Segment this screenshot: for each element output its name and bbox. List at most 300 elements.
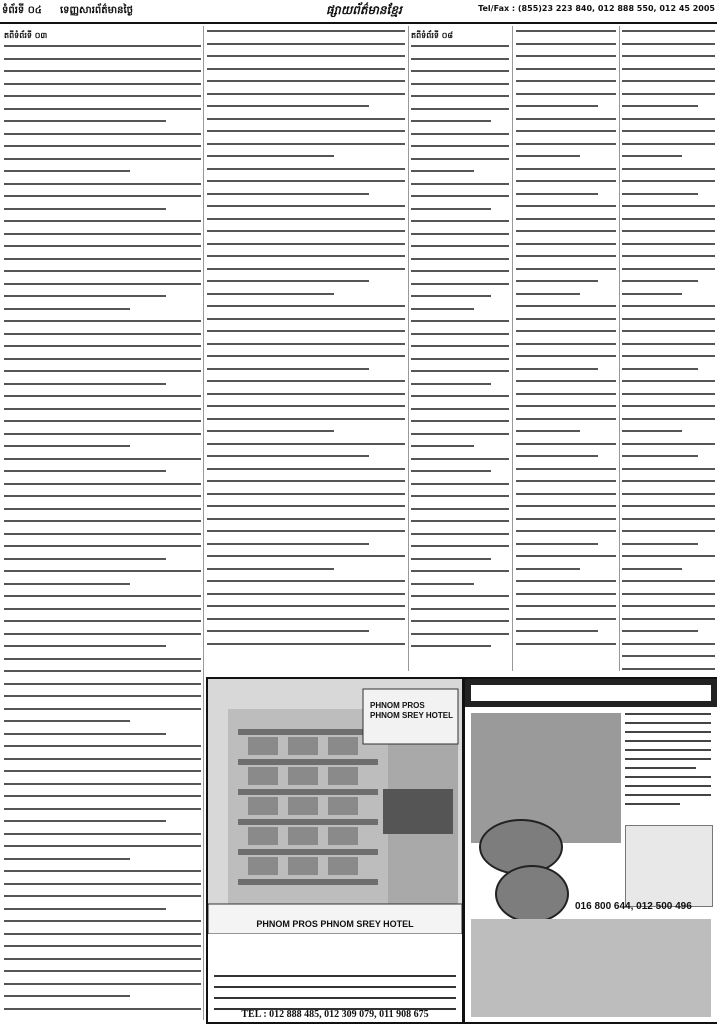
text-line bbox=[622, 630, 698, 632]
text-line bbox=[4, 858, 130, 860]
article-column-2 bbox=[207, 30, 405, 670]
text-line bbox=[622, 105, 698, 107]
text-line bbox=[516, 105, 598, 107]
text-line bbox=[622, 93, 715, 95]
land-photo bbox=[471, 713, 621, 843]
text-line bbox=[207, 305, 405, 307]
text-line bbox=[207, 255, 405, 257]
text-line bbox=[516, 30, 616, 32]
text-line bbox=[622, 155, 682, 157]
text-line bbox=[4, 695, 201, 697]
text-line bbox=[625, 767, 696, 769]
text-line bbox=[622, 605, 715, 607]
text-line bbox=[4, 358, 201, 360]
text-line bbox=[4, 420, 201, 422]
hotel-telephone: TEL : 012 888 485, 012 309 079, 011 908 675 bbox=[241, 1009, 429, 1020]
text-line bbox=[625, 794, 711, 796]
text-line bbox=[516, 293, 580, 295]
text-line bbox=[516, 630, 598, 632]
text-line bbox=[207, 330, 405, 332]
text-line bbox=[622, 268, 715, 270]
text-line bbox=[4, 133, 201, 135]
text-line bbox=[4, 645, 166, 647]
text-line bbox=[4, 533, 201, 535]
article-text-block bbox=[622, 30, 715, 707]
text-line bbox=[4, 608, 201, 610]
text-line bbox=[516, 330, 616, 332]
text-line bbox=[207, 518, 405, 520]
text-line bbox=[207, 155, 334, 157]
text-line bbox=[411, 320, 509, 322]
text-line bbox=[411, 583, 474, 585]
text-line bbox=[207, 268, 405, 270]
text-line bbox=[625, 776, 711, 778]
text-line bbox=[411, 258, 509, 260]
text-line bbox=[207, 193, 369, 195]
text-line bbox=[4, 820, 166, 822]
text-line bbox=[516, 368, 598, 370]
text-line bbox=[207, 618, 405, 620]
text-line bbox=[516, 318, 616, 320]
text-line bbox=[516, 343, 616, 345]
text-line bbox=[625, 740, 711, 742]
text-line bbox=[411, 383, 491, 385]
text-line bbox=[622, 580, 715, 582]
text-line bbox=[516, 605, 616, 607]
text-line bbox=[207, 243, 405, 245]
land-ad-text bbox=[625, 713, 711, 812]
text-line bbox=[622, 593, 715, 595]
text-line bbox=[622, 530, 715, 532]
text-line bbox=[4, 733, 166, 735]
text-line bbox=[516, 280, 598, 282]
text-line bbox=[4, 345, 201, 347]
text-line bbox=[516, 43, 616, 45]
text-line bbox=[411, 283, 509, 285]
text-line bbox=[516, 480, 616, 482]
text-line bbox=[516, 255, 616, 257]
text-line bbox=[4, 983, 201, 985]
hotel-advertisement bbox=[206, 677, 464, 1024]
text-line bbox=[4, 658, 201, 660]
text-line bbox=[4, 220, 201, 222]
text-line bbox=[622, 143, 715, 145]
column-divider bbox=[203, 26, 204, 1020]
text-line bbox=[622, 455, 698, 457]
text-line bbox=[516, 418, 616, 420]
text-line bbox=[4, 120, 166, 122]
text-line bbox=[411, 408, 509, 410]
text-line bbox=[207, 405, 405, 407]
text-line bbox=[4, 595, 201, 597]
text-line bbox=[516, 168, 616, 170]
text-line bbox=[4, 108, 201, 110]
land-inset-photo-2 bbox=[495, 865, 569, 923]
text-line bbox=[207, 643, 405, 645]
text-line bbox=[516, 218, 616, 220]
text-line bbox=[4, 470, 166, 472]
text-line bbox=[4, 320, 201, 322]
text-line bbox=[4, 708, 201, 710]
text-line bbox=[625, 758, 711, 760]
text-line bbox=[207, 493, 405, 495]
text-line bbox=[622, 55, 715, 57]
text-line bbox=[207, 80, 405, 82]
text-line bbox=[622, 505, 715, 507]
text-line bbox=[625, 722, 711, 724]
land-bottom-photo bbox=[471, 919, 711, 1017]
text-line bbox=[622, 280, 698, 282]
text-line bbox=[4, 883, 201, 885]
text-line bbox=[411, 458, 509, 460]
text-line bbox=[622, 193, 698, 195]
text-line bbox=[4, 208, 166, 210]
text-line bbox=[411, 170, 474, 172]
text-line bbox=[516, 618, 616, 620]
text-line bbox=[4, 520, 201, 522]
text-line bbox=[4, 508, 201, 510]
text-line bbox=[516, 205, 616, 207]
text-line bbox=[411, 333, 509, 335]
text-line bbox=[411, 370, 509, 372]
article-text-block bbox=[207, 30, 405, 645]
text-line bbox=[516, 430, 580, 432]
page-number: ទំព័រទី ០៤ bbox=[2, 5, 42, 16]
text-line bbox=[516, 155, 580, 157]
text-line bbox=[207, 543, 369, 545]
article-text-block bbox=[516, 30, 616, 645]
text-line bbox=[516, 443, 616, 445]
text-line bbox=[411, 95, 509, 97]
land-plot-map bbox=[625, 825, 713, 907]
text-line bbox=[411, 470, 491, 472]
text-line bbox=[4, 795, 201, 797]
text-line bbox=[411, 45, 509, 47]
text-line bbox=[4, 333, 201, 335]
text-line bbox=[207, 318, 405, 320]
text-line bbox=[622, 555, 715, 557]
section-title: ទេញ្ញសារព័ត៌មានថ្ងៃ bbox=[60, 5, 133, 16]
text-line bbox=[411, 533, 509, 535]
text-line bbox=[4, 445, 130, 447]
text-line bbox=[516, 455, 598, 457]
masthead-logo: ផ្សាយព័ត៌មានខ្មែរ bbox=[326, 3, 402, 17]
text-line bbox=[622, 405, 715, 407]
text-line bbox=[622, 518, 715, 520]
text-line bbox=[622, 255, 715, 257]
text-line bbox=[411, 608, 509, 610]
text-line bbox=[411, 483, 509, 485]
text-line bbox=[207, 505, 405, 507]
text-line bbox=[4, 783, 201, 785]
text-line bbox=[622, 293, 682, 295]
text-line bbox=[622, 480, 715, 482]
text-line bbox=[4, 245, 201, 247]
text-line bbox=[516, 143, 616, 145]
text-line bbox=[516, 193, 598, 195]
text-line bbox=[411, 208, 491, 210]
text-line bbox=[622, 643, 715, 645]
text-line bbox=[516, 568, 580, 570]
text-line bbox=[516, 93, 616, 95]
text-line bbox=[4, 233, 201, 235]
text-line bbox=[411, 120, 491, 122]
text-line bbox=[622, 493, 715, 495]
text-line bbox=[411, 395, 509, 397]
text-line bbox=[4, 908, 166, 910]
text-line bbox=[4, 558, 166, 560]
text-line bbox=[622, 343, 715, 345]
text-line bbox=[625, 731, 711, 733]
text-line bbox=[4, 745, 201, 747]
text-line bbox=[411, 133, 509, 135]
text-line bbox=[207, 368, 369, 370]
text-line bbox=[4, 458, 201, 460]
text-line bbox=[207, 43, 405, 45]
text-line bbox=[516, 55, 616, 57]
text-line bbox=[4, 920, 201, 922]
text-line bbox=[411, 83, 509, 85]
text-line bbox=[622, 355, 715, 357]
text-line bbox=[4, 995, 130, 997]
text-line bbox=[207, 118, 405, 120]
text-line bbox=[411, 308, 474, 310]
text-line bbox=[4, 933, 201, 935]
text-line bbox=[411, 270, 509, 272]
text-line bbox=[411, 520, 509, 522]
text-line bbox=[4, 383, 166, 385]
text-line bbox=[207, 443, 405, 445]
text-line bbox=[516, 643, 616, 645]
text-line bbox=[4, 870, 201, 872]
column-divider bbox=[512, 26, 513, 671]
text-line bbox=[516, 68, 616, 70]
text-line bbox=[214, 986, 456, 988]
text-line bbox=[411, 495, 509, 497]
text-line bbox=[4, 845, 201, 847]
land-ad-title-strip bbox=[471, 685, 711, 701]
text-line bbox=[622, 130, 715, 132]
header-contact: Tel/Fax : (855)23 223 840, 012 888 550, 012 45 2005 bbox=[478, 4, 715, 13]
text-line bbox=[622, 393, 715, 395]
text-line bbox=[622, 30, 715, 32]
text-line bbox=[4, 433, 201, 435]
text-line bbox=[207, 293, 334, 295]
text-line bbox=[207, 630, 369, 632]
text-line bbox=[411, 145, 509, 147]
text-line bbox=[411, 595, 509, 597]
text-line bbox=[411, 570, 509, 572]
text-line bbox=[4, 545, 201, 547]
text-line bbox=[516, 493, 616, 495]
text-line bbox=[207, 430, 334, 432]
continued-label: តពីទំព័រទី ០៣ bbox=[4, 31, 48, 40]
text-line bbox=[4, 570, 201, 572]
text-line bbox=[4, 83, 201, 85]
text-line bbox=[411, 195, 509, 197]
text-line bbox=[4, 70, 201, 72]
column-divider bbox=[619, 26, 620, 671]
article-column-5 bbox=[622, 30, 715, 730]
text-line bbox=[4, 58, 201, 60]
text-line bbox=[4, 1008, 201, 1010]
text-line bbox=[516, 468, 616, 470]
text-line bbox=[207, 480, 405, 482]
text-line bbox=[516, 130, 616, 132]
text-line bbox=[625, 713, 711, 715]
text-line bbox=[207, 568, 334, 570]
text-line bbox=[411, 558, 491, 560]
text-line bbox=[207, 593, 405, 595]
text-line bbox=[207, 93, 405, 95]
text-line bbox=[4, 183, 201, 185]
text-line bbox=[411, 420, 509, 422]
text-line bbox=[4, 833, 201, 835]
text-line bbox=[207, 68, 405, 70]
text-line bbox=[207, 130, 405, 132]
text-line bbox=[207, 343, 405, 345]
text-line bbox=[207, 393, 405, 395]
text-line bbox=[622, 230, 715, 232]
text-line bbox=[207, 530, 405, 532]
text-line bbox=[4, 583, 130, 585]
text-line bbox=[411, 245, 509, 247]
text-line bbox=[622, 430, 682, 432]
text-line bbox=[207, 143, 405, 145]
text-line bbox=[207, 280, 369, 282]
hotel-sign-lower: PHNOM PROS PHNOM SREY HOTEL bbox=[256, 919, 414, 929]
text-line bbox=[214, 997, 456, 999]
text-line bbox=[4, 958, 201, 960]
article-text-block bbox=[411, 45, 509, 647]
column-divider bbox=[408, 26, 409, 671]
text-line bbox=[207, 218, 405, 220]
text-line bbox=[207, 580, 405, 582]
text-line bbox=[207, 180, 405, 182]
text-line bbox=[622, 418, 715, 420]
text-line bbox=[516, 230, 616, 232]
text-line bbox=[622, 68, 715, 70]
text-line bbox=[625, 803, 680, 805]
text-line bbox=[622, 305, 715, 307]
text-line bbox=[516, 268, 616, 270]
text-line bbox=[516, 118, 616, 120]
text-line bbox=[411, 108, 509, 110]
text-line bbox=[622, 368, 698, 370]
text-line bbox=[4, 633, 201, 635]
text-line bbox=[411, 545, 509, 547]
text-line bbox=[4, 970, 201, 972]
text-line bbox=[207, 455, 369, 457]
text-line bbox=[622, 218, 715, 220]
text-line bbox=[4, 195, 201, 197]
text-line bbox=[516, 530, 616, 532]
text-line bbox=[622, 43, 715, 45]
text-line bbox=[516, 80, 616, 82]
text-line bbox=[4, 45, 201, 47]
text-line bbox=[4, 283, 201, 285]
land-ad-banner bbox=[465, 679, 717, 707]
page-header bbox=[0, 0, 717, 24]
text-line bbox=[4, 495, 201, 497]
text-line bbox=[622, 468, 715, 470]
text-line bbox=[622, 443, 715, 445]
hotel-photo bbox=[208, 679, 462, 934]
text-line bbox=[207, 30, 405, 32]
text-line bbox=[4, 808, 201, 810]
text-line bbox=[622, 180, 715, 182]
text-line bbox=[516, 355, 616, 357]
text-line bbox=[516, 518, 616, 520]
text-line bbox=[4, 145, 201, 147]
text-line bbox=[411, 183, 509, 185]
text-line bbox=[4, 308, 130, 310]
text-line bbox=[411, 345, 509, 347]
text-line bbox=[4, 158, 201, 160]
text-line bbox=[516, 593, 616, 595]
text-line bbox=[207, 105, 369, 107]
text-line bbox=[207, 355, 405, 357]
text-line bbox=[214, 975, 456, 977]
text-line bbox=[411, 633, 509, 635]
text-line bbox=[4, 95, 201, 97]
text-line bbox=[207, 205, 405, 207]
text-line bbox=[4, 720, 130, 722]
text-line bbox=[207, 380, 405, 382]
text-line bbox=[516, 543, 598, 545]
text-line bbox=[4, 620, 201, 622]
text-line bbox=[516, 393, 616, 395]
text-line bbox=[4, 170, 130, 172]
text-line bbox=[207, 168, 405, 170]
article-column-1 bbox=[4, 30, 201, 1020]
text-line bbox=[207, 605, 405, 607]
text-line bbox=[622, 380, 715, 382]
land-sale-advertisement bbox=[463, 677, 717, 1024]
text-line bbox=[622, 330, 715, 332]
text-line bbox=[207, 55, 405, 57]
text-line bbox=[411, 58, 509, 60]
article-column-3 bbox=[411, 30, 509, 670]
text-line bbox=[207, 468, 405, 470]
text-line bbox=[4, 895, 201, 897]
text-line bbox=[4, 370, 201, 372]
text-line bbox=[411, 295, 491, 297]
text-line bbox=[625, 785, 711, 787]
text-line bbox=[622, 80, 715, 82]
text-line bbox=[207, 418, 405, 420]
text-line bbox=[622, 668, 715, 670]
text-line bbox=[516, 580, 616, 582]
continued-label: តពីទំព័រទី ០៨ bbox=[411, 31, 454, 40]
article-column-4 bbox=[516, 30, 616, 670]
text-line bbox=[411, 508, 509, 510]
text-line bbox=[622, 168, 715, 170]
text-line bbox=[411, 358, 509, 360]
text-line bbox=[207, 230, 405, 232]
text-line bbox=[411, 445, 474, 447]
text-line bbox=[411, 233, 509, 235]
text-line bbox=[516, 555, 616, 557]
text-line bbox=[516, 305, 616, 307]
text-line bbox=[411, 220, 509, 222]
text-line bbox=[207, 555, 405, 557]
text-line bbox=[4, 258, 201, 260]
text-line bbox=[4, 408, 201, 410]
text-line bbox=[411, 158, 509, 160]
text-line bbox=[4, 270, 201, 272]
land-ad-phone: 016 800 644, 012 500 496 bbox=[575, 901, 692, 912]
